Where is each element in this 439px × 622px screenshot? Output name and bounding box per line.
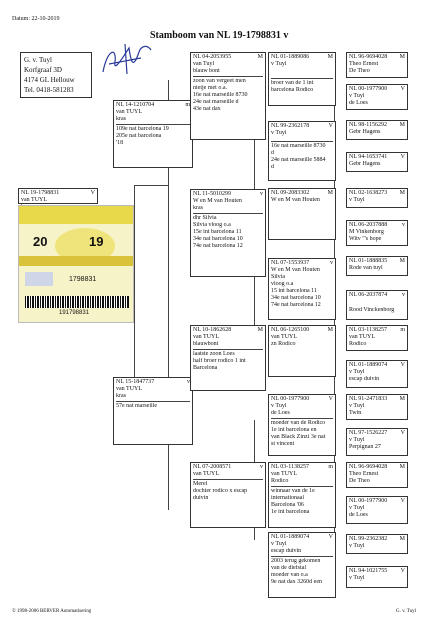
pedigree-box-g11[interactable]: [346, 394, 408, 420]
ring-number: NL 00-1977900: [271, 396, 310, 402]
note: 74e nat barcelona 12: [193, 243, 243, 249]
note: moeder van o.a: [271, 572, 308, 578]
sex: M: [399, 54, 405, 60]
ring-card: [18, 205, 134, 323]
pedigree-box-g4[interactable]: [346, 152, 408, 172]
note: vloog o.a: [271, 281, 294, 287]
note: 74e nat barcelona 12: [271, 302, 321, 308]
sex: V: [328, 396, 333, 402]
breeder: W en M van Houten: [193, 198, 242, 204]
color: blauwbont: [193, 341, 219, 347]
color: kras: [116, 116, 126, 122]
pedigree-box-sds[interactable]: [268, 188, 336, 240]
ring-number: NL 96-9694028: [349, 464, 388, 470]
note: dochter rodico x escap: [193, 488, 248, 494]
ring-number: NL 06-2037888: [349, 222, 388, 228]
note: 34e nat barcelona 10: [193, 236, 243, 242]
sex: M: [327, 54, 333, 60]
breeder: v Tuyl: [271, 541, 287, 547]
pigeon-name: de Loes: [349, 100, 368, 106]
sex: v: [260, 191, 263, 197]
sex: V: [328, 534, 333, 540]
sex: M: [399, 190, 405, 196]
breeder: v Tuyl: [349, 437, 365, 443]
breeder: Rode van tuyl: [349, 265, 383, 271]
pedigree-box-g9[interactable]: [346, 325, 408, 351]
note: Silvia vloog o.a: [193, 222, 231, 228]
note: 34e nat barcelona 10: [271, 295, 321, 301]
connector: [134, 185, 168, 186]
color: kras: [116, 393, 126, 399]
breeder: v Tuyl: [349, 505, 365, 511]
note: 15 int barcelona 11: [271, 288, 317, 294]
pedigree-box-g2[interactable]: [346, 84, 408, 110]
card-header-stripe: [19, 206, 134, 224]
sex: V: [328, 123, 333, 129]
sex: M: [327, 327, 333, 333]
note: nietje met o.a.: [193, 85, 227, 91]
breeder: v Tuyl: [349, 543, 365, 549]
owner-street: Korfgraaf 3D: [24, 66, 62, 74]
ring-number: NL 98-1156292: [349, 122, 388, 128]
pedigree-box-dss[interactable]: [268, 325, 336, 377]
pigeon-name: escap duivin: [349, 376, 380, 382]
breeder: W en M van Houten: [271, 267, 320, 273]
ring-number: NL 94-1021755: [349, 568, 388, 574]
ring-number: NL 07-1553937: [271, 260, 310, 266]
note: 1e int barcelona en: [271, 427, 317, 433]
barcode: [25, 296, 129, 308]
sex: v: [330, 260, 333, 266]
note: 15e int barcelona 11: [193, 229, 242, 235]
breeder: Gebr Hagens: [349, 129, 381, 135]
breeder: v Tuyl: [271, 61, 287, 67]
ring-number: NL 91-2471833: [349, 396, 388, 402]
sex: M: [327, 190, 333, 196]
ring-number: NL 99-2362178: [271, 123, 310, 129]
pedigree-box-g14[interactable]: [346, 496, 408, 524]
pedigree-box-g3[interactable]: [346, 120, 408, 140]
breeder: Gebr Hagens: [349, 161, 381, 167]
breeder: van TUYL: [193, 471, 220, 477]
sex: M: [257, 54, 263, 60]
note: internationaal: [271, 495, 304, 501]
ring-number: NL 10-1862628: [193, 327, 232, 333]
note: 24e nat marseille 5884: [271, 157, 326, 163]
pedigree-box-g15[interactable]: [346, 534, 408, 554]
note: laatste zoon Loes: [193, 351, 235, 357]
breeder: v Tuyl: [349, 93, 365, 99]
owner-name: G. v. Tuyl: [24, 56, 52, 64]
ring-number: NL 09-2083302: [271, 190, 310, 196]
print-date: Datum: 22-10-2019: [12, 16, 60, 22]
ring-number: NL 19-1798831: [21, 190, 60, 196]
sex: M: [399, 258, 405, 264]
pedigree-box-ss[interactable]: [190, 52, 266, 140]
pedigree-box-dsd[interactable]: [268, 394, 336, 456]
breeder: Theo Ernest: [349, 61, 379, 67]
footer-owner: G. v. Tuyl: [396, 609, 416, 614]
note: 2003 terug gekomen: [271, 558, 321, 564]
sex: M: [399, 122, 405, 128]
pedigree-box-g13[interactable]: [346, 462, 408, 488]
note: d: [271, 164, 274, 170]
breeder: v Tuyl: [271, 403, 287, 409]
note: 109e nat barcelona 19: [116, 126, 169, 132]
breeder: van TUYL: [193, 334, 220, 340]
breeder: van TUYL: [116, 109, 143, 115]
note: zoon van vergeet men: [193, 78, 246, 84]
owner-city: 4174 GL Hellouw: [24, 76, 75, 84]
ring-number: NL 02-1638273: [349, 190, 388, 196]
pedigree-box-sd[interactable]: [190, 189, 266, 277]
pigeon-name: de Loes: [349, 512, 368, 518]
note: van Black Zinzi 3e nat: [271, 434, 326, 440]
breeder: W en M van Houten: [271, 197, 320, 203]
pedigree-box-g10[interactable]: [346, 360, 408, 388]
note: zn Rodico: [271, 341, 296, 347]
pigeon-name: Witv "'s hope: [349, 236, 382, 242]
sex: v: [402, 222, 405, 228]
pedigree-box-ddd[interactable]: [268, 532, 336, 598]
ring-number: NL 01-1889074: [349, 362, 388, 368]
ring-number: NL 00-1977900: [349, 86, 388, 92]
note: escap duivin: [271, 548, 302, 554]
note: 43e nat dax: [193, 106, 221, 112]
pigeon-name: Rodico: [349, 341, 367, 347]
breeder: v Tuyl: [271, 130, 287, 136]
pedigree-box-g16[interactable]: [346, 566, 408, 588]
ring-number: NL 14-1210704: [116, 102, 155, 108]
note: de Loes: [271, 410, 290, 416]
note: barcelona Rodico: [271, 87, 314, 93]
pedigree-box-dam[interactable]: [113, 377, 193, 445]
pedigree-box-g12[interactable]: [346, 428, 408, 456]
breeder: v Tuyl: [349, 575, 365, 581]
breeder: v Tuyl: [349, 369, 365, 375]
ring-number: NL 97-1526227: [349, 430, 388, 436]
ring-number: NL 00-1977900: [349, 498, 388, 504]
ring-number: NL 01-1889086: [271, 54, 310, 60]
note: Merel: [193, 481, 208, 487]
color: kras: [193, 205, 203, 211]
breeder: v Tuyl: [349, 197, 365, 203]
breeder: van TUYL: [271, 471, 298, 477]
sex: M: [399, 536, 405, 542]
note: 24e nat marseille d: [193, 99, 239, 105]
pedigree-box-g1[interactable]: [346, 52, 408, 78]
sex: v: [260, 464, 263, 470]
pedigree-box-dds[interactable]: [268, 462, 336, 528]
breeder: Theo Ernest: [349, 471, 379, 477]
ring-number: NL 15-1847737: [116, 379, 155, 385]
note: d: [271, 150, 274, 156]
card-year-right: 19: [89, 234, 104, 249]
pedigree-box-sire[interactable]: [113, 100, 193, 168]
note: Barcelona '06: [271, 502, 304, 508]
owner-phone: Tel. 0418-581283: [24, 86, 74, 94]
breeder: van TUYL: [116, 386, 143, 392]
ring-number: NL 99-2362382: [349, 536, 388, 542]
ring-number: NL 01-1889074: [271, 534, 310, 540]
pedigree-box-g6[interactable]: [346, 220, 408, 246]
breeder: van TUYL: [271, 334, 298, 340]
note: Barcelona: [193, 365, 218, 371]
ring-number: NL 07-2008571: [193, 464, 232, 470]
barcode-number: 191798831: [59, 310, 90, 316]
note: 16e nat marseille 8730: [271, 143, 326, 149]
note: dhr Silvia: [193, 215, 217, 221]
footer-copyright: © 1998-2006 BERVER Automatisering: [12, 609, 92, 614]
pigeon-name: Twin: [349, 410, 362, 416]
ring-number: NL 06-2037874: [349, 292, 388, 298]
sex: V: [90, 190, 95, 196]
note: duivin: [193, 495, 209, 501]
breeder: M Vinkenborg: [349, 229, 384, 235]
sex: V: [400, 498, 405, 504]
note: van de diefstal: [271, 565, 306, 571]
sex: V: [400, 568, 405, 574]
card-band: [19, 256, 134, 266]
sex: v: [402, 292, 405, 298]
pigeon-name: Perpignan 27: [349, 444, 381, 450]
sex: V: [400, 362, 405, 368]
connector: [134, 185, 135, 387]
sex: M: [257, 327, 263, 333]
card-photo: [25, 272, 53, 286]
note: 1e int barcelona: [271, 509, 310, 515]
breeder: Rood Vinckenborg: [349, 307, 395, 313]
pedigree-box-g8[interactable]: [346, 290, 408, 320]
note: 57e nat marseille: [116, 403, 157, 409]
sex: V: [400, 86, 405, 92]
note: 205e nat barcelona: [116, 133, 162, 139]
owner-box: [20, 52, 92, 98]
note: st vincent: [271, 441, 295, 447]
note: Rodico: [271, 478, 289, 484]
note: half broer rodico 1 int: [193, 358, 246, 364]
note: winnaar van de 1e: [271, 488, 315, 494]
sex: M: [399, 396, 405, 402]
handwritten-signature: [95, 40, 155, 80]
pedigree-box-g7[interactable]: [346, 256, 408, 276]
pigeon-name: De Theo: [349, 68, 370, 74]
pedigree-title: Stamboom van NL 19-1798831 v: [150, 30, 289, 41]
pedigree-box-sdd[interactable]: [268, 258, 336, 320]
note: Silvia: [271, 274, 286, 280]
pedigree-box-ds[interactable]: [190, 325, 266, 391]
color: blauw bont: [193, 68, 220, 74]
ring-number: NL 03-1138257: [271, 464, 310, 470]
pedigree-box-sss[interactable]: [268, 52, 336, 106]
ring-number: NL 04-2053955: [193, 54, 232, 60]
ring-number: NL 96-9694028: [349, 54, 388, 60]
note: 16e nat marseille 8730: [193, 92, 248, 98]
ring-number: NL 06-1265100: [271, 327, 310, 333]
card-ring: 1798831: [69, 276, 97, 283]
sex: V: [400, 154, 405, 160]
note: broer van de 1 int: [271, 80, 314, 86]
note: '18: [116, 140, 124, 146]
pedigree-box-g5[interactable]: [346, 188, 408, 208]
pedigree-box-subject[interactable]: [18, 188, 98, 204]
ring-number: NL 03-1138257: [349, 327, 388, 333]
ring-number: NL 01-1888835: [349, 258, 388, 264]
sex: m: [400, 327, 405, 333]
breeder: v Tuyl: [349, 403, 365, 409]
sex: v: [187, 379, 190, 385]
sex: M: [399, 464, 405, 470]
sex: m: [185, 102, 190, 108]
breeder: van TUYL: [349, 334, 376, 340]
sex: V: [400, 430, 405, 436]
ring-number: NL 11-5010299: [193, 191, 232, 197]
pigeon-name: De Theo: [349, 478, 370, 484]
pedigree-box-dd[interactable]: [190, 462, 266, 528]
note: 9e nat dax 3260d een: [271, 579, 322, 585]
card-year-left: 20: [33, 234, 48, 249]
sex: m: [328, 464, 333, 470]
pedigree-box-ssd[interactable]: [268, 121, 336, 181]
breeder: van TUYL: [21, 197, 48, 203]
breeder: van Tuyl: [193, 61, 215, 67]
ring-number: NL 94-1653741: [349, 154, 388, 160]
note: moeder van de Rodico: [271, 420, 326, 426]
